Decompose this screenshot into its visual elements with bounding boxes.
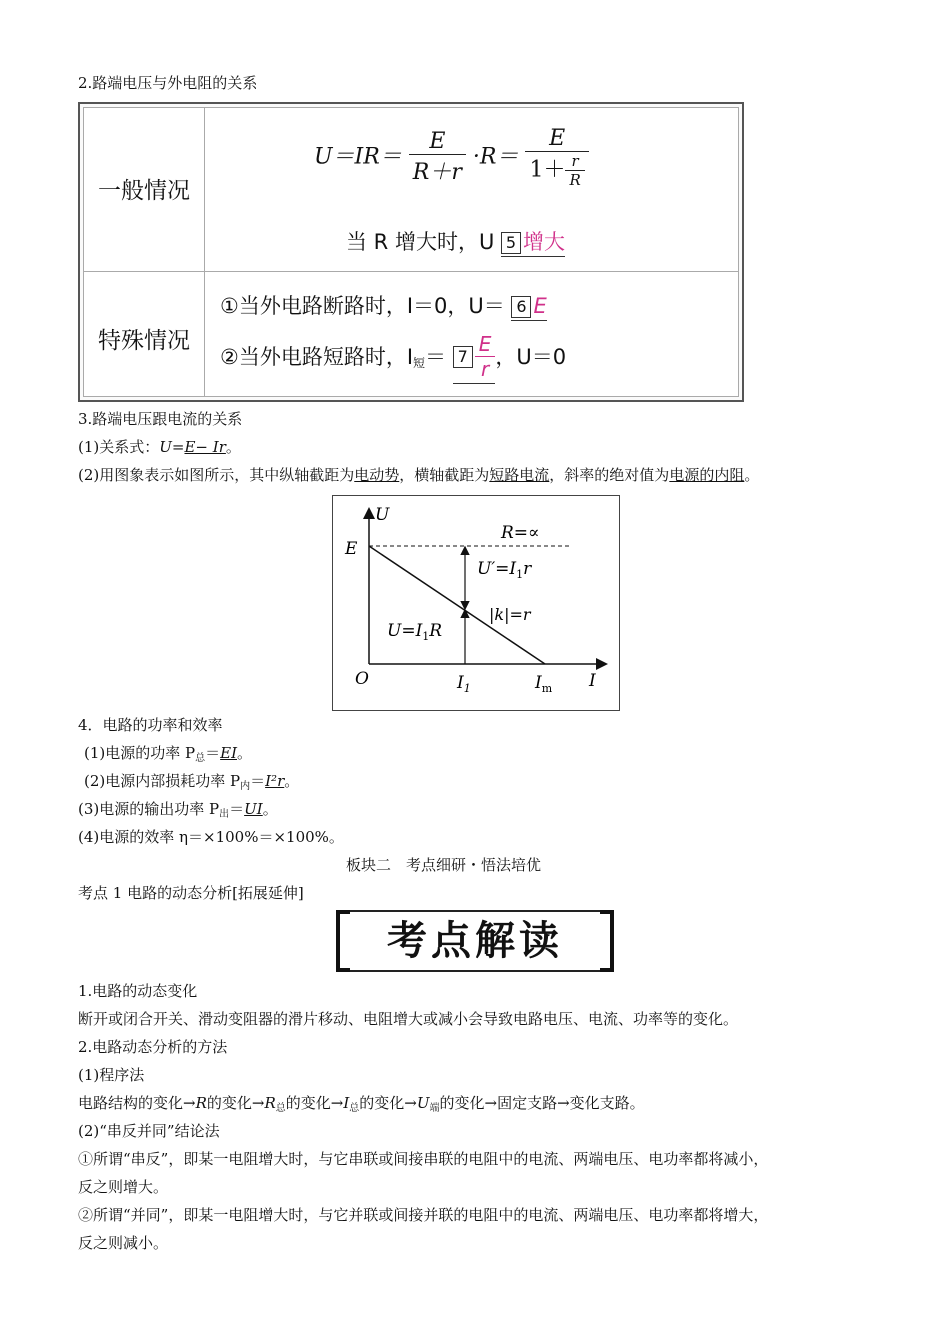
- p2-2-b1: ②所谓“并同”，即某一电阻增大时，与它并联或间接并联的电阻中的电流、两端电压、电功率都将增大，: [78, 1206, 769, 1224]
- p2-2-heading: (2)“串反并同”结论法: [78, 1122, 220, 1140]
- p1-heading: 1.电路的动态变化: [78, 982, 198, 1000]
- section-4-4: (4)电源的效率 η＝×100%＝×100%。: [78, 828, 344, 846]
- row2-line2: ②当外电路短路时，$I_短= 7$ $\frac{E}{r}$ ，U＝0: [220, 332, 566, 384]
- relation-table: [78, 102, 744, 402]
- r-infinity-label: R=∝: [501, 523, 540, 543]
- row2-line1: ①当外电路断路时，I＝0，U＝ 6 E: [220, 290, 547, 320]
- im-label: $I_m$: [535, 673, 553, 695]
- p2-heading: 2.电路动态分析的方法: [78, 1038, 228, 1056]
- e-label: E: [345, 539, 358, 559]
- u-i1r-label: $U=I_1R$: [387, 621, 443, 643]
- section-2-heading: 2.路端电压与外电阻的关系: [78, 74, 258, 92]
- u-i-graph: [332, 495, 620, 711]
- p2-2-a2: 反之则增大。: [78, 1178, 169, 1196]
- origin-label: O: [355, 669, 369, 689]
- i-axis-label: I: [589, 671, 596, 691]
- p2-2-b2: 反之则减小。: [78, 1234, 169, 1252]
- p2-2-a1: ①所谓“串反”，即某一电阻增大时，与它串联或间接串联的电阻中的电流、两端电压、电功率都将减小，: [78, 1150, 769, 1168]
- section-3-2: (2)用图象表示如图所示，其中纵轴截距为电动势，横轴截距为短路电流，斜率的绝对值为电源的内阻。: [78, 466, 760, 484]
- i1-label: $I_1$: [457, 673, 471, 695]
- section-3-heading: 3.路端电压跟电流的关系: [78, 410, 243, 428]
- row1-answer: 增大: [523, 230, 565, 254]
- u-label: U: [375, 505, 390, 525]
- section-4-1: (1)电源的功率 $P_总=EI$。: [84, 744, 253, 764]
- kaodian-jiedu-banner: 考点解读: [336, 910, 614, 972]
- row1-label: 一般情况: [98, 178, 190, 204]
- block2-title: 板块二 考点细研・悟法培优: [346, 856, 542, 874]
- row2-line1-answer: E: [533, 294, 547, 318]
- section-3-1: (1)关系式：U=E− Ir。: [78, 438, 241, 456]
- row1-condition: 当 R 增大时，U 5 增大: [346, 226, 565, 256]
- section-4-heading: 4．电路的功率和效率: [78, 716, 223, 734]
- row2-label: 特殊情况: [98, 328, 190, 354]
- p2-1-heading: (1)程序法: [78, 1066, 145, 1084]
- slope-label: |k|=r: [489, 605, 531, 624]
- section-4-2: (2)电源内部损耗功率 $P_内=I^2r$。: [84, 772, 300, 792]
- p1-text: 断开或闭合开关、滑动变阻器的滑片移动、电阻增大或减小会导致电路电压、电流、功率等的变化。: [78, 1010, 739, 1028]
- kaodian-1-title: 考点 1 电路的动态分析[拓展延伸]: [78, 884, 304, 902]
- u-prime-label: $U'=I_1r$: [477, 559, 532, 581]
- row1-formula: U＝IR＝ $\frac{E}{R+r}$ ·R＝ E 1＋ $\frac{r}{R}$: [314, 126, 589, 189]
- p2-1-text: 电路结构的变化→R的变化$\to R_总$的变化$\to I_总$的变化$\to U_端$的变化→固定支路→变化支路。: [78, 1094, 645, 1114]
- section-4-3: (3)电源的输出功率 $P_出=UI$。: [78, 800, 278, 820]
